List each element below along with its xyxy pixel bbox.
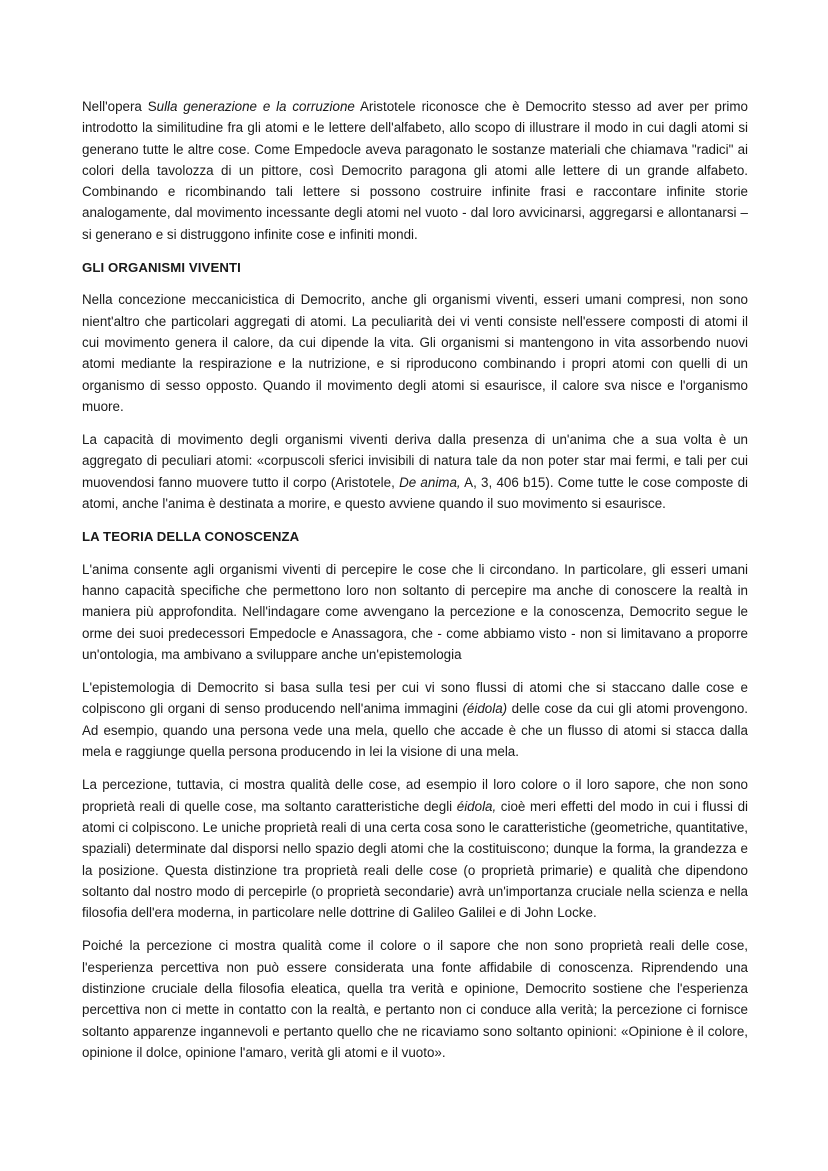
paragraph-epistemology (82, 677, 748, 762)
paragraph-text: Nell'opera S (82, 99, 157, 114)
work-title-italic: ulla generazione e la corruzione (156, 99, 355, 114)
paragraph-truth-opinion: Poiché la percezione ci mostra qualità come il colore o il sapore che non sono proprietà reali delle cose, l'esperienza percettiva non può essere considerata una fonte affidabile di conoscenza. Riprendendo una distinzione cruciale della filosofia eleatica, quella tra verità e opinione, Democrito sostiene che l'esperienza percettiva non ci mette in contatto con la realtà, e pertanto non ci conduce alla verità; la percezione ci fornisce soltanto apparenze ingannevoli e pertanto quello che ne ricaviamo sono soltanto opinioni: «Opinione è il colore, opinione il dolce, opinione l'amaro, verità gli atomi e il vuoto». (82, 938, 748, 1060)
term-italic: (éidola) (462, 701, 508, 717)
work-title-italic: De anima, (399, 474, 461, 490)
paragraph-text: cioè meri effetti del modo in cui i flussi di atomi ci colpiscono. Le uniche proprietà reali di una certa cosa sono le caratteristiche (geometriche, quantitative, spaziali) determinate dal disporsi nello spazio degli atomi che la costituiscono; dunque la forma, la grandezza e la posizione. Questa distinzione tra proprietà reali delle cose (o proprietà primarie) e qualità che dipendono soltanto dal nostro modo di percepirle (o proprietà secondarie) avrà un'importanza cruciale nella scienza e nella filosofia dell'era moderna, in particolare nelle dottrine di Galileo Galilei e di John Locke. (82, 798, 749, 921)
document-page (82, 96, 748, 1075)
paragraph-qualities (82, 774, 748, 923)
section-heading-theory-of-knowledge: LA TEORIA DELLA CONOSCENZA (82, 529, 300, 545)
paragraph-perception-knowledge: L'anima consente agli organismi viventi di percepire le cose che li circondano. In particolare, gli esseri umani hanno capacità specifiche che permettono loro non soltanto di percepire ma anche di conoscere la realtà in maniera più approfondita. Nell'indagare come avvengano la percezione e la conoscenza, Democrito segue le orme dei suoi predecessori Empedocle e Anassagora, che - come abbiamo visto - non si limitavano a proporre un'ontologia, ma ambivano a sviluppare anche un'epistemologia (82, 561, 748, 662)
paragraph-soul (82, 429, 748, 514)
paragraph-text: Aristotele riconosce che è Democrito stesso ad aver per primo introdotto la similitudine fra gli atomi e le lettere dell'alfabeto, allo scopo di illustrare il modo in cui dagli atomi si generano tutte le altre cose. Come Empedocle aveva paragonato le sostanze materiali che chiamava "radici" ai colori della tavolozza di un pittore, così Democrito paragona gli atomi alle lettere di un grande alfabeto. Combinando e ricombinando tali lettere si possono costruire infinite frasi e raccontare infinite storie analogamente, dal movimento incessante degli atomi nel vuoto - dal loro avvicinarsi, aggregarsi e allontanarsi – si generano e si distruggono infinite cose e infiniti mondi. (82, 99, 748, 242)
paragraph-text: L'epistemologia di Democrito si basa sulla tesi per cui vi sono flussi di atomi che si staccano dalle cose e colpiscono gli organi di senso producendo nell'anima immagini (82, 680, 748, 717)
paragraph-text: A, 3, 406 b15). Come tutte le cose composte di atomi, anche l'anima è destinata a morire, e questo avviene quando il suo movimento si esaurisce. (82, 474, 749, 512)
section-heading-living-organisms: GLI ORGANISMI VIVENTI (82, 260, 241, 276)
paragraph-living-organisms: Nella concezione meccanicistica di Democrito, anche gli organismi viventi, esseri umani compresi, non sono nient'altro che particolari aggregati di atomi. La peculiarità dei vi venti consiste nell'essere composti di atomi il cui movimento genera il calore, da cui dipende la vita. Gli organismi si mantengono in vita assorbendo nuovi atomi mediante la respirazione e la nutrizione, e si riproducono combinando i propri atomi con quelli di un organismo di sesso opposto. Quando il movimento degli atomi si esaurisce, il calore sva nisce e l'organismo muore. (82, 292, 748, 414)
paragraph-atoms-alphabet (82, 96, 748, 245)
paragraph-text: delle cose da cui gli atomi provengono. Ad esempio, quando una persona vede una mela, quello che accade è che un flusso di atomi si stacca dalla mela e raggiunge quella persona producendo in lei la visione di una mela. (82, 701, 748, 760)
term-italic: éidola, (456, 798, 497, 814)
paragraph-text: La capacità di movimento degli organismi viventi deriva dalla presenza di un'anima che a sua volta è un aggregato di peculiari atomi: «corpuscoli sferici invisibili di natura tale da non poter star mai fermi, e tali per cui muovendosi fanno muovere tutto il corpo (Aristotele, (82, 432, 748, 490)
paragraph-text: La percezione, tuttavia, ci mostra qualità delle cose, ad esempio il loro colore o il loro sapore, che non sono proprietà reali di quelle cose, ma soltanto caratteristiche degli (82, 777, 748, 814)
